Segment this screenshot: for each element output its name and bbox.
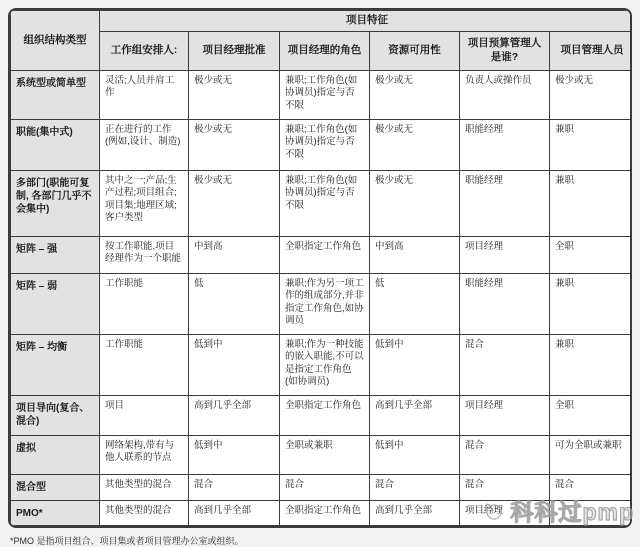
data-cell: 工作职能 xyxy=(100,335,189,396)
data-cell: 项目经理 xyxy=(460,237,550,274)
data-cell: 兼职 xyxy=(550,120,633,171)
data-cell: 低到中 xyxy=(370,436,460,475)
data-cell: 中到高 xyxy=(370,237,460,274)
data-cell: 项目 xyxy=(100,396,189,436)
data-cell: 兼职 xyxy=(550,274,633,335)
data-cell: 其他类型的混合 xyxy=(100,475,189,501)
row-header-cell: 混合型 xyxy=(11,475,100,501)
data-cell: 低 xyxy=(189,274,280,335)
data-cell: 全职 xyxy=(550,237,633,274)
data-cell: 正在进行的工作(例如,设计、制造) xyxy=(100,120,189,171)
data-cell: 极少或无 xyxy=(189,71,280,120)
column-header-cell: 项目管理人员 xyxy=(550,32,633,71)
row-header-cell: 矩阵 – 均衡 xyxy=(11,335,100,396)
data-cell: 项目经理 xyxy=(460,501,550,526)
data-cell: 混合 xyxy=(460,335,550,396)
data-cell: 兼职 xyxy=(550,171,633,237)
column-header-cell: 资源可用性 xyxy=(370,32,460,71)
corner-header-cell: 组织结构类型 xyxy=(11,11,100,71)
data-cell: 极少或无 xyxy=(370,71,460,120)
column-header-cell: 工作组安排人: xyxy=(100,32,189,71)
table-row xyxy=(11,120,633,171)
data-cell: 全职 xyxy=(550,396,633,436)
data-cell: 负责人或操作员 xyxy=(460,71,550,120)
data-cell: 极少或无 xyxy=(550,71,633,120)
data-cell: 兼职;作为另一项工作的组成部分,并非指定工作角色,如协调员 xyxy=(280,274,370,335)
table-row xyxy=(11,436,633,475)
data-cell: 兼职;工作角色(如协调员)指定与否不限 xyxy=(280,71,370,120)
data-cell: 高到几乎全部 xyxy=(370,501,460,526)
data-cell: 高到几乎全部 xyxy=(189,396,280,436)
column-header-cell: 项目经理批准 xyxy=(189,32,280,71)
data-cell: 低到中 xyxy=(189,335,280,396)
data-cell: 全职指定工作角色 xyxy=(280,501,370,526)
data-cell: 工作职能 xyxy=(100,274,189,335)
column-header-cell: 项目预算管理人是谁? xyxy=(460,32,550,71)
data-cell: 兼职 xyxy=(550,335,633,396)
data-cell: 全职或兼职 xyxy=(280,436,370,475)
column-header-cell: 项目经理的角色 xyxy=(280,32,370,71)
data-cell: 极少或无 xyxy=(189,171,280,237)
data-cell: 中到高 xyxy=(189,237,280,274)
row-header-cell: 职能(集中式) xyxy=(11,120,100,171)
table-row xyxy=(11,475,633,501)
data-cell: 混合 xyxy=(280,475,370,501)
data-cell: 职能经理 xyxy=(460,120,550,171)
table-row xyxy=(11,335,633,396)
table-row xyxy=(11,274,633,335)
data-cell: 低到中 xyxy=(189,436,280,475)
data-cell: 其中之一;产品;生产过程;项目组合;项目集;地理区域;客户类型 xyxy=(100,171,189,237)
data-cell: 全职指定工作角色 xyxy=(280,237,370,274)
table-header xyxy=(11,11,633,71)
data-cell: 极少或无 xyxy=(370,120,460,171)
header-row-span xyxy=(11,11,633,32)
row-header-cell: 矩阵 – 强 xyxy=(11,237,100,274)
data-cell: 混合 xyxy=(460,436,550,475)
data-cell: 兼职;作为一种技能的嵌入职能,不可以是指定工作角色(如协调员) xyxy=(280,335,370,396)
table-row xyxy=(11,501,633,526)
data-cell: 混合 xyxy=(550,475,633,501)
span-header-cell: 项目特征 xyxy=(100,11,633,32)
data-cell: 网络架构,带有与他人联系的节点 xyxy=(100,436,189,475)
data-cell: 低 xyxy=(370,274,460,335)
data-cell: 项目经理 xyxy=(460,396,550,436)
row-header-cell: 多部门(职能可复制, 各部门几乎不会集中) xyxy=(11,171,100,237)
watermark-text: 科科过pmp xyxy=(510,499,634,525)
data-cell: 按工作职能,项目经理作为一个职能 xyxy=(100,237,189,274)
row-header-cell: 项目导向(复合、混合) xyxy=(11,396,100,436)
table-row xyxy=(11,71,633,120)
row-header-cell: 系统型或简单型 xyxy=(11,71,100,120)
data-cell: 高到几乎全部 xyxy=(189,501,280,526)
data-cell: 其他类型的混合 xyxy=(100,501,189,526)
org-structure-table xyxy=(10,10,632,526)
row-header-cell: PMO* xyxy=(11,501,100,526)
data-cell: 极少或无 xyxy=(370,171,460,237)
table-body xyxy=(11,71,633,526)
data-cell: 兼职;工作角色(如协调员)指定与否不限 xyxy=(280,171,370,237)
table-row xyxy=(11,237,633,274)
data-cell: 混合 xyxy=(460,475,550,501)
data-cell: 高到几乎全部 xyxy=(370,396,460,436)
header-row-columns xyxy=(11,32,633,71)
data-cell: 可为全职或兼职 xyxy=(550,436,633,475)
data-cell: 极少或无 xyxy=(189,120,280,171)
row-header-cell: 虚拟 xyxy=(11,436,100,475)
data-cell: 混合 xyxy=(189,475,280,501)
org-structure-table-frame xyxy=(8,8,632,528)
pmo-footnote: *PMO 是指项目组合、项目集或者项目管理办公室或组织。 xyxy=(10,536,244,546)
data-cell: 职能经理 xyxy=(460,171,550,237)
data-cell xyxy=(550,501,633,526)
table-row xyxy=(11,171,633,237)
table-row xyxy=(11,396,633,436)
data-cell: 职能经理 xyxy=(460,274,550,335)
data-cell: 低到中 xyxy=(370,335,460,396)
data-cell: 灵活;人员并肩工作 xyxy=(100,71,189,120)
data-cell: 兼职;工作角色(如协调员)指定与否不限 xyxy=(280,120,370,171)
content-area xyxy=(8,8,632,547)
data-cell: 混合 xyxy=(370,475,460,501)
data-cell: 全职指定工作角色 xyxy=(280,396,370,436)
row-header-cell: 矩阵 – 弱 xyxy=(11,274,100,335)
